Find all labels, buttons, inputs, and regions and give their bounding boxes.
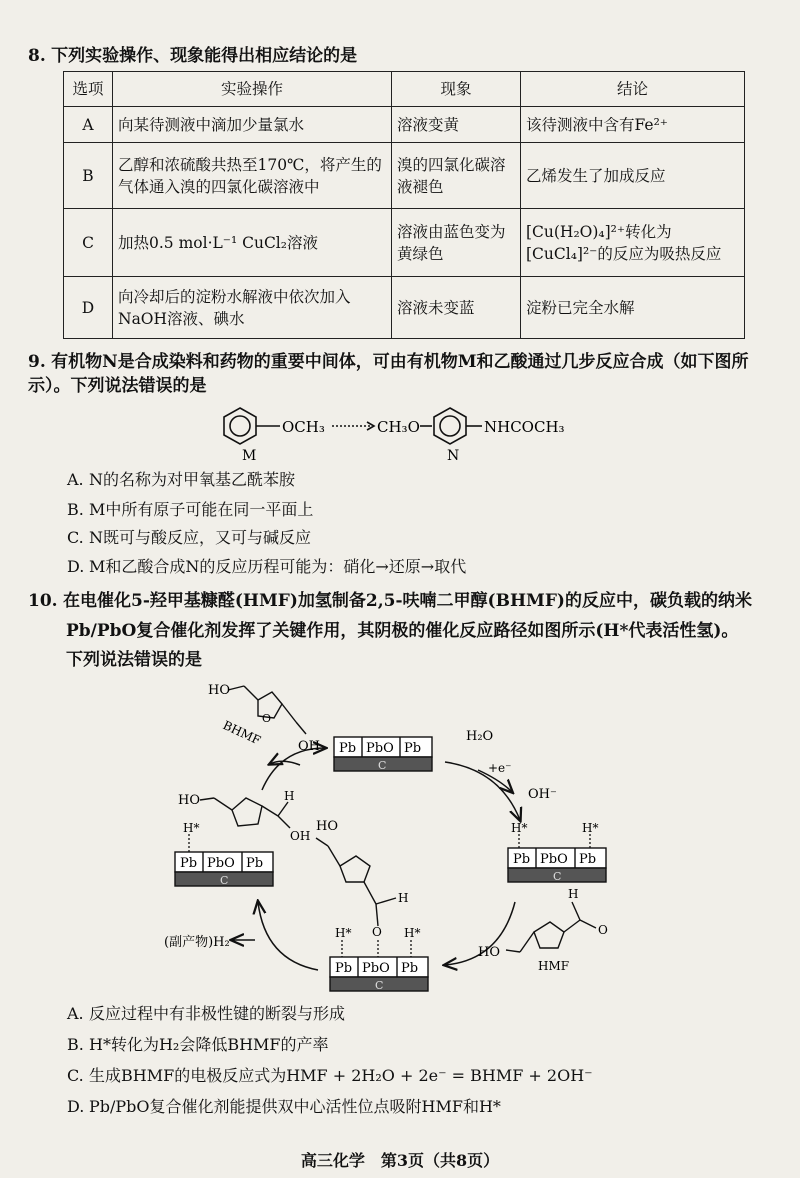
svg-text:C: C	[220, 874, 229, 887]
row-operation: 加热0.5 mol·L⁻¹ CuCl₂溶液	[113, 209, 392, 277]
svg-text:Pb: Pb	[246, 856, 264, 871]
catalyst-block-right	[508, 848, 606, 883]
page-footer: 高三化学 第3页（共8页）	[300, 1151, 500, 1170]
q9-option-b: B. M中所有原子可能在同一平面上	[67, 500, 314, 519]
byproduct-label: (副产物)H₂	[164, 935, 230, 950]
question-number: 10.	[28, 591, 58, 611]
row-operation: 乙醇和浓硫酸共热至170℃，将产生的气体通入溴的四氯化碳溶液中	[113, 143, 392, 209]
hmf-adsorbed-molecule	[316, 838, 396, 926]
question-text-line3: 下列说法错误的是	[66, 650, 202, 670]
svg-text:H: H	[568, 887, 579, 901]
svg-text:BHMF: BHMF	[220, 718, 263, 748]
question-number: 9.	[28, 352, 46, 372]
row-conclusion: 乙烯发生了加成反应	[521, 143, 745, 209]
svg-text:C: C	[378, 759, 387, 772]
table-header-row	[64, 72, 745, 107]
row-option: B	[64, 143, 113, 209]
hstar-label: H*	[511, 821, 528, 835]
svg-text:O: O	[372, 925, 382, 939]
question-10-stem	[28, 589, 788, 613]
svg-text:Pb: Pb	[579, 852, 597, 867]
header-conclusion: 结论	[521, 72, 745, 107]
svg-text:C: C	[553, 870, 562, 883]
catalytic-cycle-diagram	[0, 670, 800, 1000]
svg-text:Pb: Pb	[335, 961, 353, 976]
svg-text:O: O	[598, 923, 608, 937]
svg-text:OH: OH	[298, 739, 320, 754]
svg-text:Pb: Pb	[513, 852, 531, 867]
benzene-ring-m	[224, 408, 256, 444]
row-phenomenon: 溶液未变蓝	[392, 277, 521, 339]
table-row	[64, 107, 745, 143]
row-phenomenon: 溶液变黄	[392, 107, 521, 143]
arrow-release-bhmf	[270, 761, 300, 765]
benzene-ring-n	[434, 408, 466, 444]
m-substituent: OCH₃	[282, 418, 325, 436]
q10-option-b: B. H*转化为H₂会降低BHMF的产率	[67, 1035, 329, 1054]
svg-text:HO: HO	[316, 819, 338, 834]
q10-option-c: C. 生成BHMF的电极反应式为HMF + 2H₂O + 2e⁻ = BHMF + 2OH⁻	[67, 1066, 593, 1085]
question-number: 8.	[28, 46, 46, 66]
catalyst-block-bottom	[330, 957, 428, 992]
row-option: A	[64, 107, 113, 143]
row-conclusion: 淀粉已完全水解	[521, 277, 745, 339]
catalyst-block-left	[175, 852, 273, 887]
header-phenomenon: 现象	[392, 72, 521, 107]
label-n: N	[447, 448, 460, 462]
hstar-label: H*	[582, 821, 599, 835]
svg-text:OH: OH	[290, 829, 311, 843]
header-operation: 实验操作	[113, 72, 392, 107]
svg-text:C: C	[375, 979, 384, 992]
svg-text:Pb: Pb	[404, 741, 422, 756]
hmf-molecule	[506, 902, 596, 952]
question-text-line1: 在电催化5-羟甲基糠醛(HMF)加氢制备2,5-呋喃二甲醇(BHMF)的反应中，碳负载的纳米	[62, 591, 752, 611]
q9-option-a: A. N的名称为对甲氧基乙酰苯胺	[67, 470, 296, 489]
svg-text:HO: HO	[208, 683, 230, 698]
table-row	[64, 277, 745, 339]
question-text-line2: Pb/PbO复合催化剂发挥了关键作用，其阴极的催化反应路径如图所示(H*代表活性氢)。	[66, 621, 739, 641]
question-text: 有机物N是合成染料和药物的重要中间体，可由有机物M和乙酸通过几步反应合成（如下图所示）。下列说法错误的是	[28, 352, 749, 396]
row-operation: 向某待测液中滴加少量氯水	[113, 107, 392, 143]
row-conclusion: 该待测液中含有Fe²⁺	[521, 107, 745, 143]
row-conclusion: [Cu(H₂O)₄]²⁺转化为[CuCl₄]²⁻的反应为吸热反应	[521, 209, 745, 277]
row-option: C	[64, 209, 113, 277]
q9-option-d: D. M和乙酸合成N的反应历程可能为：硝化→还原→取代	[67, 557, 467, 576]
row-phenomenon: 溶液由蓝色变为黄绿色	[392, 209, 521, 277]
question-9-stem	[28, 350, 778, 398]
experiment-table	[63, 71, 745, 339]
q9-option-c: C. N既可与酸反应，又可与碱反应	[67, 528, 312, 547]
row-operation: 向冷却后的淀粉水解液中依次加入NaOH溶液、碘水	[113, 277, 392, 339]
svg-text:PbO: PbO	[207, 856, 235, 871]
table-row	[64, 143, 745, 209]
n-left-group: CH₃O	[377, 418, 420, 436]
header-option: 选项	[64, 72, 113, 107]
row-phenomenon: 溴的四氯化碳溶液褪色	[392, 143, 521, 209]
hstar-label: H*	[404, 926, 421, 940]
svg-text:PbO: PbO	[362, 961, 390, 976]
aromatic-circle	[230, 416, 250, 436]
catalyst-block-top	[334, 737, 432, 772]
n-right-group: NHCOCH₃	[484, 418, 565, 436]
arrow-left-to-top	[262, 748, 325, 790]
svg-text:Pb: Pb	[180, 856, 198, 871]
hstar-label: H*	[183, 821, 200, 835]
question-text: 下列实验操作、现象能得出相应结论的是	[51, 46, 358, 66]
q9-reaction-scheme	[0, 398, 800, 462]
svg-text:HO: HO	[478, 945, 500, 960]
svg-text:PbO: PbO	[366, 741, 394, 756]
svg-text:HO: HO	[178, 793, 200, 808]
svg-text:Pb: Pb	[401, 961, 419, 976]
table-row	[64, 209, 745, 277]
hmf-label: HMF	[538, 959, 570, 973]
hstar-label: H*	[335, 926, 352, 940]
svg-text:H: H	[398, 891, 409, 905]
water-label: H₂O	[466, 729, 494, 744]
q10-option-a: A. 反应过程中有非极性键的断裂与形成	[67, 1004, 346, 1023]
question-8-stem	[28, 44, 357, 68]
electron-label: +e⁻	[488, 761, 512, 775]
svg-text:PbO: PbO	[540, 852, 568, 867]
svg-text:Pb: Pb	[339, 741, 357, 756]
label-m: M	[242, 448, 257, 462]
q10-option-d: D. Pb/PbO复合催化剂能提供双中心活性位点吸附HMF和H*	[67, 1097, 501, 1116]
hydroxide-label: OH⁻	[528, 787, 557, 802]
arrow-bottom-to-left	[258, 902, 318, 970]
intermediate-molecule	[200, 798, 290, 828]
row-option: D	[64, 277, 113, 339]
svg-text:O: O	[262, 712, 272, 725]
svg-text:H: H	[284, 789, 295, 803]
